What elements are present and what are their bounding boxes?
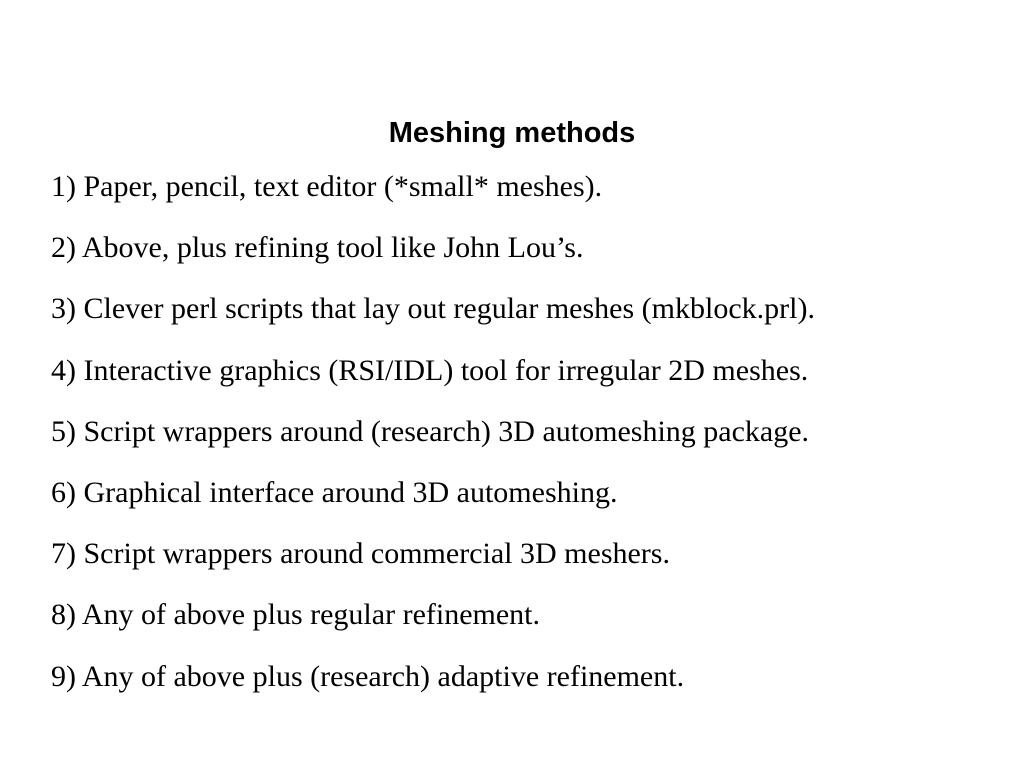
- method-list: [51, 167, 815, 718]
- slide-title: Meshing methods: [388, 117, 636, 149]
- list-item: 1) Paper, pencil, text editor (*small* meshes).: [51, 170, 603, 203]
- list-item: 3) Clever perl scripts that lay out regular meshes (mkblock.prl).: [51, 292, 815, 326]
- list-item: 7) Script wrappers around commercial 3D meshers.: [51, 537, 670, 571]
- list-item: 4) Interactive graphics (RSI/IDL) tool for irregular 2D meshes.: [51, 353, 809, 387]
- list-item: 9) Any of above plus (research) adaptive refinement.: [51, 659, 685, 693]
- list-item: 5) Script wrappers around (research) 3D automeshing package.: [51, 414, 810, 448]
- list-item: 2) Above, plus refining tool like John Lou’s.: [51, 231, 584, 265]
- list-item: 8) Any of above plus regular refinement.: [51, 598, 541, 632]
- list-item: 6) Graphical interface around 3D automeshing.: [51, 475, 618, 509]
